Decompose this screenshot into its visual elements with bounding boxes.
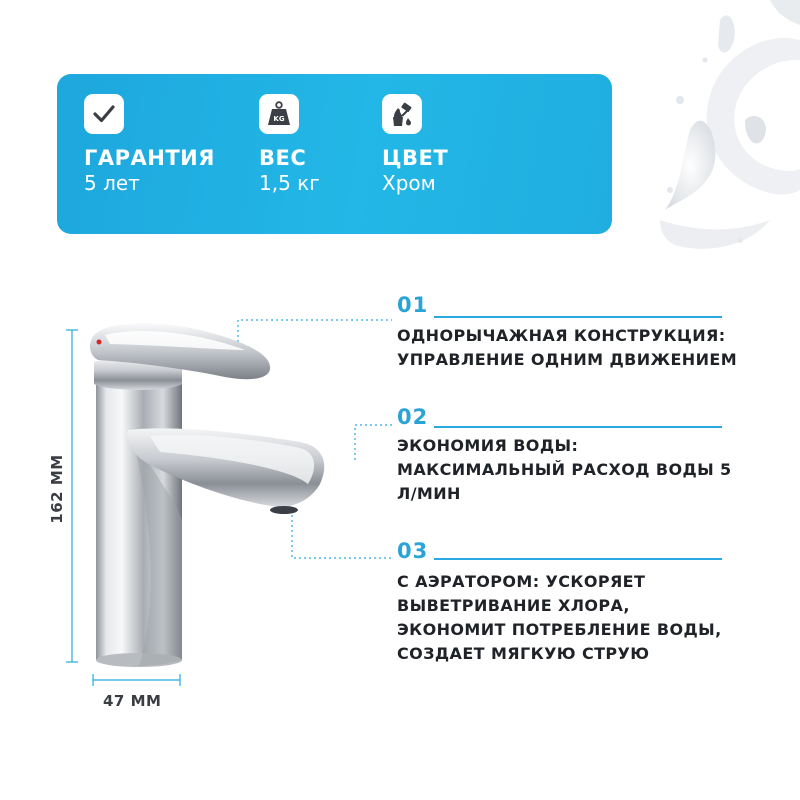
width-dimension-label: 47 ММ xyxy=(103,692,162,710)
feature-2-number: 02 xyxy=(397,405,429,429)
feature-1-divider xyxy=(434,316,722,318)
feature-2-line-2: МАКСИМАЛЬНЫЙ РАСХОД ВОДЫ 5 xyxy=(397,460,732,479)
weight-icon-label: KG xyxy=(273,115,285,123)
spec-warranty-title: ГАРАНТИЯ xyxy=(84,146,215,170)
feature-1-line-2: УПРАВЛЕНИЕ ОДНИМ ДВИЖЕНИЕМ xyxy=(397,350,738,369)
feature-3-text xyxy=(397,570,757,666)
feature-1-text xyxy=(397,324,757,372)
height-dimension-label: 162 ММ xyxy=(48,454,66,524)
spec-weight-title: ВЕС xyxy=(259,146,307,170)
feature-1-number: 01 xyxy=(397,293,429,317)
feature-2-line-3: Л/МИН xyxy=(397,484,461,503)
feature-3-divider xyxy=(434,558,722,560)
feature-2-line-1: ЭКОНОМИЯ ВОДЫ: xyxy=(397,436,579,455)
feature-2-text xyxy=(397,434,757,506)
feature-2-divider xyxy=(434,426,722,428)
spec-warranty-value: 5 лет xyxy=(84,171,140,195)
feature-3-number: 03 xyxy=(397,539,429,563)
feature-1-line-1: ОДНОРЫЧАЖНАЯ КОНСТРУКЦИЯ: xyxy=(397,326,726,345)
feature-3-line-1: С АЭРАТОРОМ: УСКОРЯЕТ xyxy=(397,572,646,591)
feature-3-line-2: ВЫВЕТРИВАНИЕ ХЛОРА, xyxy=(397,596,630,615)
spec-weight-value: 1,5 кг xyxy=(259,171,320,195)
feature-3-line-3: ЭКОНОМИТ ПОТРЕБЛЕНИЕ ВОДЫ, xyxy=(397,620,722,639)
spec-color-title: ЦВЕТ xyxy=(382,146,449,170)
spec-color-value: Хром xyxy=(382,171,436,195)
feature-3-line-4: СОЗДАЕТ МЯГКУЮ СТРУЮ xyxy=(397,644,650,663)
